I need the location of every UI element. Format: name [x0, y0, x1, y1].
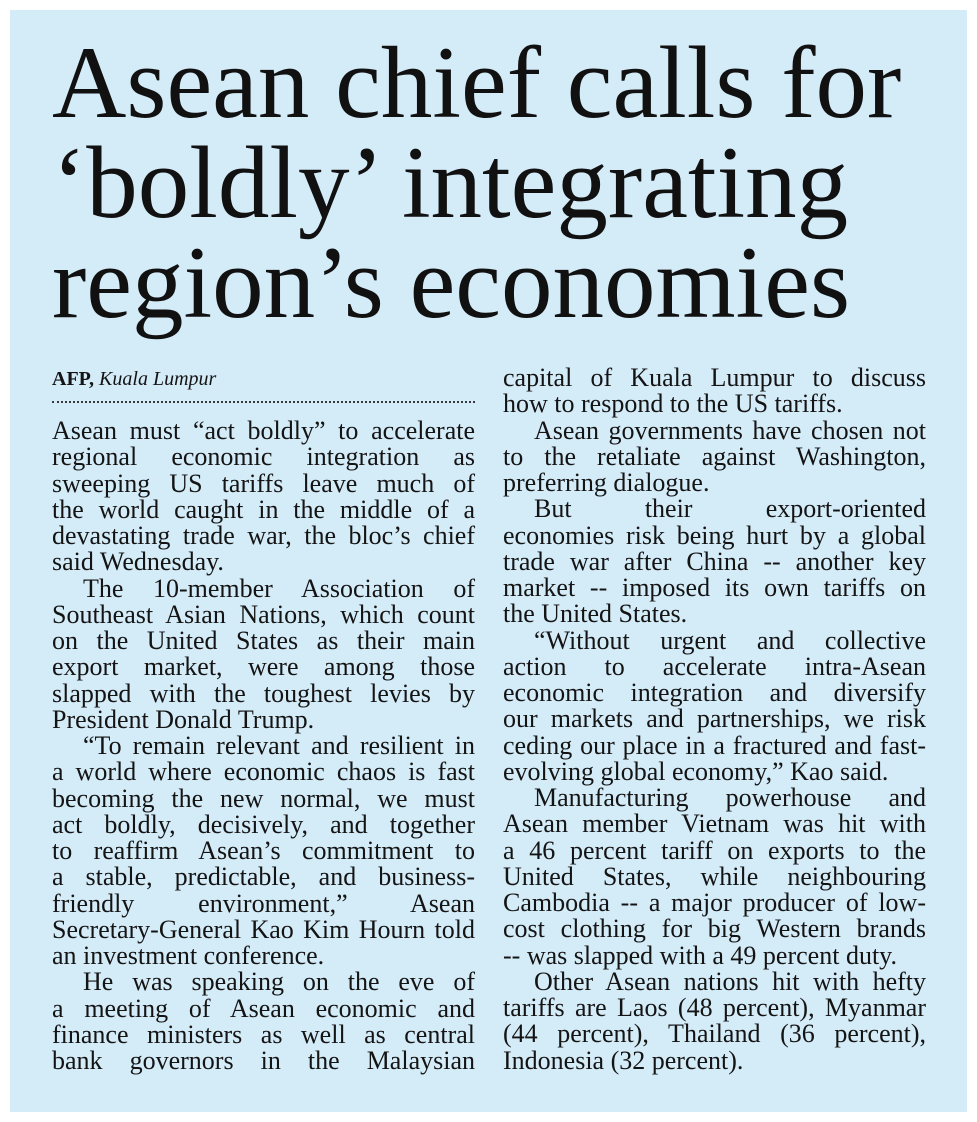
- body-text-line: -- was slapped with a 49 percent duty.: [503, 940, 897, 970]
- body-text-line: said Wednesday.: [52, 547, 224, 577]
- body-text-line: an investment conference.: [52, 941, 325, 970]
- body-text-line: a meeting of Asean economic and: [52, 993, 475, 1023]
- body-text-line: President Donald Trump.: [52, 704, 315, 734]
- byline-divider: [52, 401, 475, 403]
- paragraph: [503, 625, 926, 786]
- paragraph: [503, 966, 926, 1075]
- paragraph: [503, 415, 926, 497]
- left-text-column: [52, 418, 475, 1074]
- body-text-line: on the United States as their main: [52, 626, 475, 655]
- body-text-line: economies risk being hurt by a global: [503, 520, 926, 550]
- body-text-line: Asean member Vietnam was hit with: [503, 809, 926, 839]
- byline-agency: AFP,: [52, 368, 95, 390]
- right-text-column: [503, 365, 926, 1074]
- headline: [52, 26, 942, 340]
- body-text-line: market -- imposed its own tariffs on: [503, 573, 926, 602]
- body-text-line: a world where economic chaos is fast: [52, 757, 475, 787]
- paragraph: [503, 496, 926, 627]
- paragraph: [503, 785, 926, 969]
- body-text-line: He was speaking on the eve of: [83, 967, 475, 997]
- article-panel: [10, 10, 967, 1112]
- body-text-line: finance ministers as well as central: [52, 1019, 475, 1049]
- headline-line: Asean chief calls for: [52, 26, 902, 140]
- body-text-line: economic integration and diversify: [503, 678, 926, 707]
- body-text-line: Asean governments have chosen not: [534, 415, 926, 445]
- body-text-line: (44 percent), Thailand (36 percent),: [503, 1019, 926, 1049]
- body-text-line: Asean must “act boldly” to accelerate: [52, 416, 475, 445]
- body-text-line: slapped with the toughest levies by: [52, 678, 475, 708]
- paragraph: [52, 418, 475, 576]
- body-text-line: The 10-member Association of: [83, 573, 475, 603]
- body-text-line: Secretary-General Kao Kim Hourn told: [52, 914, 475, 944]
- body-text-line: “To remain relevant and resilient in: [83, 731, 475, 760]
- body-text-line: preferring dialogue.: [503, 468, 710, 497]
- body-text-line: becoming the new normal, we must: [52, 783, 475, 813]
- body-text-line: a 46 percent tariff on exports to the: [503, 835, 926, 865]
- byline: [52, 367, 216, 391]
- body-text-line: devastating trade war, the bloc’s chief: [52, 521, 475, 550]
- body-text-line: cost clothing for big Western brands: [503, 914, 926, 944]
- body-text-line: friendly environment,” Asean: [52, 888, 475, 918]
- headline-line: ‘boldly’ integrating: [52, 126, 849, 240]
- paragraph: [52, 733, 475, 969]
- body-text-line: “Without urgent and collective: [534, 625, 926, 655]
- body-text-line: Southeast Asian Nations, which count: [52, 599, 475, 629]
- body-text-line: trade war after China -- another key: [503, 546, 926, 576]
- body-text-line: to the retaliate against Washington,: [503, 441, 926, 471]
- body-text-line: the United States.: [503, 599, 688, 629]
- body-text-line: ceding our place in a fractured and fast-: [503, 730, 926, 760]
- body-text-line: Indonesia (32 percent).: [503, 1045, 744, 1075]
- body-text-line: tariffs are Laos (48 percent), Myanmar: [503, 993, 926, 1022]
- body-text-line: act boldly, decisively, and together: [52, 809, 475, 839]
- body-text-line: Manufacturing powerhouse and: [534, 783, 926, 812]
- body-text-line: But their export-oriented: [534, 494, 926, 524]
- headline-line: region’s economies: [52, 226, 851, 340]
- paragraph: [52, 573, 475, 734]
- body-text-line: action to accelerate intra-Asean: [503, 651, 926, 681]
- body-text-line: how to respond to the US tariffs.: [503, 389, 843, 419]
- body-text-line: sweeping US tariffs leave much of: [52, 468, 475, 498]
- byline-dateline: Kuala Lumpur: [99, 368, 217, 390]
- body-text-line: a stable, predictable, and business-: [52, 862, 475, 892]
- body-text-line: to reaffirm Asean’s commitment to: [52, 836, 475, 865]
- body-text-line: export market, were among those: [52, 652, 475, 682]
- body-text-line: Cambodia -- a major producer of low-: [503, 888, 926, 917]
- paragraph: [52, 969, 475, 1074]
- paragraph-continuation: [503, 365, 926, 418]
- body-text-line: evolving global economy,” Kao said.: [503, 756, 889, 786]
- body-text-line: United States, while neighbouring: [503, 861, 926, 891]
- body-text-line: the world caught in the middle of a: [52, 494, 475, 524]
- body-text-line: capital of Kuala Lumpur to discuss: [503, 363, 926, 392]
- body-text-line: bank governors in the Malaysian: [52, 1046, 475, 1075]
- body-text-line: regional economic integration as: [52, 442, 475, 472]
- body-text-line: Other Asean nations hit with hefty: [534, 966, 926, 996]
- body-text-line: our markets and partnerships, we risk: [503, 704, 926, 734]
